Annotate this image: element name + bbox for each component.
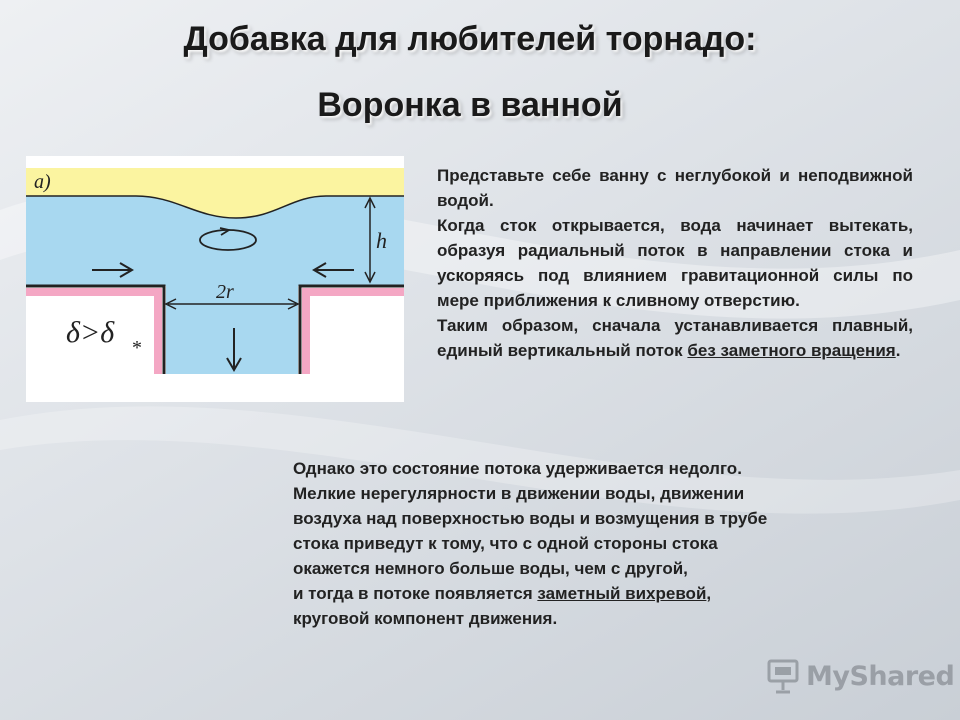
paragraph-1: Представьте себе ванну с неглубокой и неподвижной водой. [437,166,913,210]
width-label: 2r [216,281,234,303]
slide-title: Добавка для любителей торнадо: [183,20,757,58]
delta-subscript: * [132,337,142,359]
paragraph-2: Когда сток открывается, вода начинает вытекать, образуя радиальный поток в направлении стока и ускоряясь под влиянием гравитационной силы по мере приближения к сливному отверстию. [437,216,913,310]
left-wall [26,288,162,296]
presentation-icon [766,658,800,694]
line-5: окажется немного больше воды, чем с другой, [293,559,688,578]
right-wall-side [302,288,310,374]
line-2: Мелкие нерегулярности в движении воды, движении [293,484,745,503]
text-block-vortex [293,456,903,631]
paragraph-3-end: . [895,341,901,360]
underlined-vortex: заметный вихревой [537,584,707,603]
right-wall [302,288,404,296]
paragraph-3 [437,313,913,363]
watermark-text: MyShared [806,660,955,692]
paragraph-3-text: Таким образом, сначала устанавливается плавный, единый вертикальный поток [437,316,913,360]
line-6 [293,581,903,606]
slide-subtitle: Воронка в ванной [317,86,623,124]
panel-label: a) [34,171,51,193]
myshared-watermark [766,656,954,696]
bathtub-drain-diagram [26,156,404,402]
line-4: стока приведут к тому, что с одной стороны стока [293,534,718,553]
left-wall-side [154,288,162,374]
underlined-no-rotation: без заметного вращения [687,341,896,360]
line-3: воздуха над поверхностью воды и возмущения в трубе [293,509,768,528]
line-6-end: , [706,584,712,603]
height-label: h [376,228,387,253]
line-6-text: и тогда в потоке появляется [293,584,538,603]
line-1: Однако это состояние потока удерживается недолго. [293,459,742,478]
text-block-intro [437,163,913,363]
line-7: круговой компонент движения. [293,609,558,628]
delta-label: δ>δ [66,316,115,349]
